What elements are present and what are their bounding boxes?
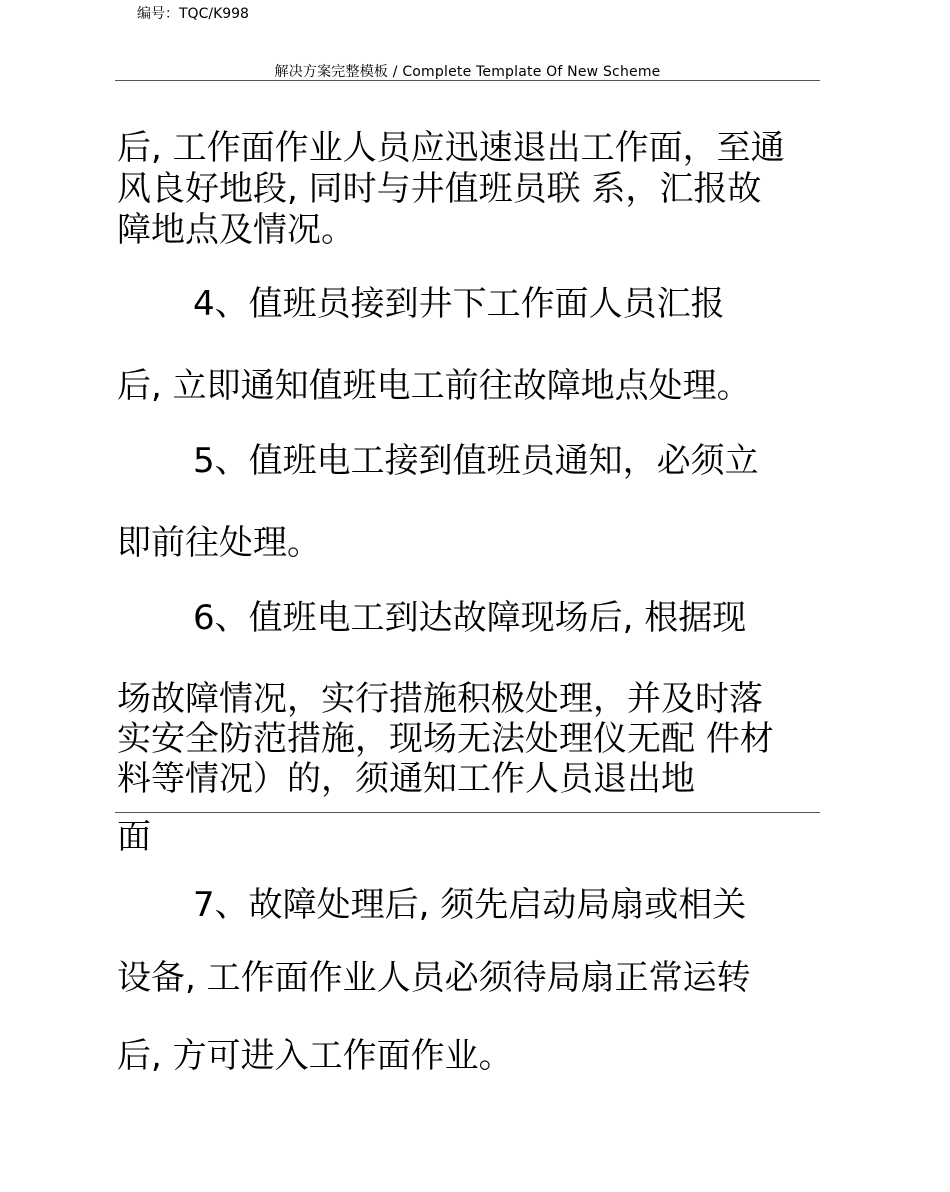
body-line: 料等情况）的，须通知工作人员退出地 [117,759,695,799]
body-line: 6、值班电工到达故障现场后, 根据现 [193,598,747,638]
body-line: 7、故障处理后, 须先启动局扇或相关 [193,885,747,925]
document-number: 编号：TQC/K998 [137,6,249,22]
body-line: 风良好地段, 同时与井值班员联 系，汇报故 [117,169,762,209]
page-break-divider [115,812,820,813]
body-line: 5、值班电工接到值班员通知，必须立 [193,441,759,481]
body-line: 实安全防范措施，现场无法处理仪无配 件材 [117,719,774,759]
body-line: 场故障情况，实行措施积极处理，并及时落 [117,679,763,719]
body-line: 面 [117,817,151,857]
body-line: 4、值班员接到井下工作面人员汇报 [193,284,725,324]
body-line: 后, 工作面作业人员应迅速退出工作面，至通 [117,128,785,168]
body-line: 后, 方可进入工作面作业。 [117,1036,513,1076]
body-line: 障地点及情况。 [117,210,355,250]
running-header-title: 解决方案完整模板 / Complete Template Of New Scheme [274,64,661,80]
body-line: 即前往处理。 [117,523,321,563]
body-line: 设备, 工作面作业人员必须待局扇正常运转 [117,958,751,998]
body-line: 后, 立即通知值班电工前往故障地点处理。 [117,366,751,406]
header-divider [115,80,820,81]
